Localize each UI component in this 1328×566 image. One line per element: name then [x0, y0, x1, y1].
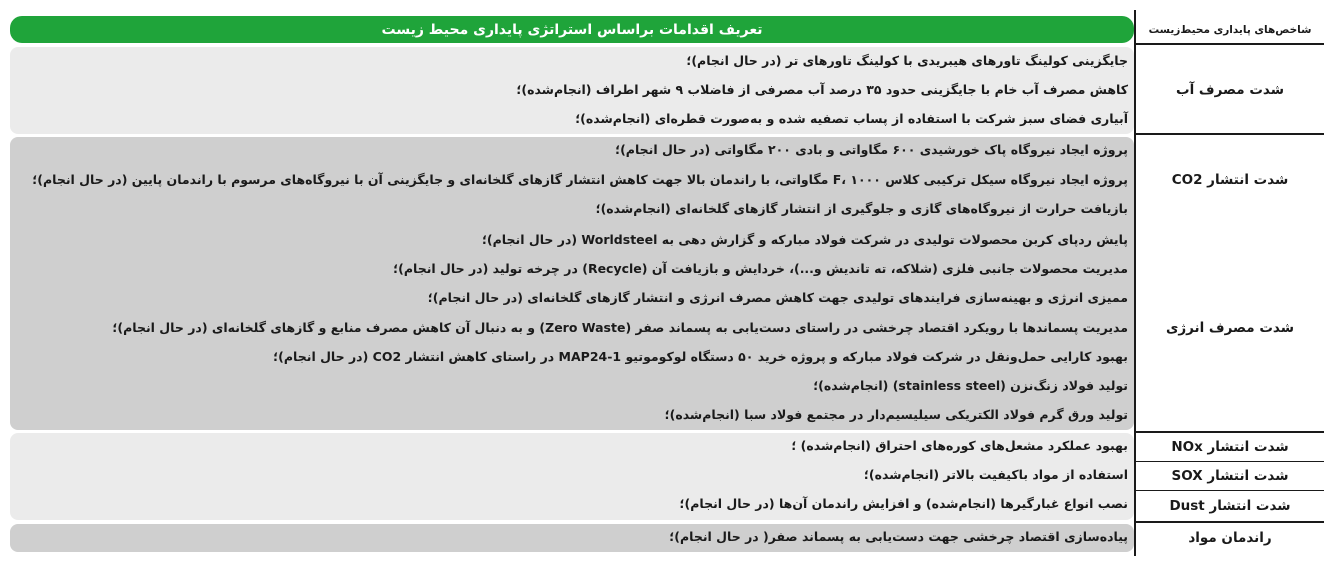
indicator-column-header: شاخص‌های پایداری محیط‌زیست [1148, 23, 1312, 36]
action-item: نصب انواع غبارگیرها (انجام‌شده) و افزایش راندمان آن‌ها (در حال انجام)؛ [679, 496, 1128, 511]
header-divider [1136, 43, 1324, 45]
action-item: پروژه ایجاد نیروگاه سیکل ترکیبی کلاس F، ۱۰۰۰ مگاواتی، با راندمان بالا جهت کاهش انتشار گازهای گلخانه‌ای و جایگزینی آن با نیروگاه‌های مرسوم با راندمان پایین (در حال انجام)؛ [32, 172, 1128, 187]
action-item: کاهش مصرف آب خام با جایگزینی حدود ۳۵ درصد آب مصرفی از فاضلاب ۹ شهر اطراف (انجام‌شده)؛ [516, 82, 1128, 97]
action-item: آبیاری فضای سبز شرکت با استفاده از پساب تصفیه شده و به‌صورت قطره‌ای (انجام‌شده)؛ [575, 111, 1128, 126]
table-header-title: تعریف اقدامات براساس استراتژی پایداری محیط زیست [10, 16, 1134, 43]
action-item: بهبود عملکرد مشعل‌های کوره‌های احتراق (انجام‌شده) ؛ [791, 438, 1128, 453]
action-item: تولید ورق گرم فولاد الکتریکی سیلیسیم‌دار در مجتمع فولاد سبا (انجام‌شده)؛ [664, 407, 1128, 422]
action-item: بهبود کارایی حمل‌ونقل در شرکت فولاد مبارکه و پروژه خرید ۵۰ دستگاه لوکوموتیو MAP24-1 در راستای کاهش انتشار CO2 (در حال انجام)؛ [273, 349, 1128, 364]
action-item: تولید فولاد زنگ‌نزن (stainless steel) (انجام‌شده)؛ [813, 378, 1128, 393]
action-item: پایش ردپای کربن محصولات تولیدی در شرکت فولاد مبارکه و گزارش دهی به Worldsteel (در حال انجام)؛ [481, 232, 1128, 247]
action-item: پیاده‌سازی اقتصاد چرخشی جهت دست‌یابی به پسماند صفر( در حال انجام)؛ [669, 529, 1128, 544]
action-item: پروژه ایجاد نیروگاه پاک خورشیدی ۶۰۰ مگاواتی و بادی ۲۰۰ مگاواتی (در حال انجام)؛ [615, 142, 1128, 157]
action-item: جایگزینی کولینگ تاورهای هیبریدی با کولینگ تاورهای تر (در حال انجام)؛ [686, 53, 1128, 68]
action-item: ممیزی انرژی و بهینه‌سازی فرایندهای تولیدی جهت کاهش مصرف انرژی و انتشار گازهای گلخانه‌ای (در حال انجام)؛ [427, 290, 1128, 305]
action-item: استفاده از مواد باکیفیت بالاتر (انجام‌شده)؛ [863, 467, 1128, 482]
indicator-water-intensity: شدت مصرف آب [1176, 82, 1284, 98]
indicator-nox: شدت انتشار NOx [1171, 439, 1289, 455]
indicator-sox: شدت انتشار SOX [1171, 468, 1289, 484]
action-item: مدیریت پسماندها با رویکرد اقتصاد چرخشی در راستای دست‌یابی به پسماند صفر (Zero Waste) و به دنبال آن کاهش مصرف منابع و گازهای گلخانه‌ای (در حال انجام)؛ [112, 320, 1128, 335]
indicator-material-efficiency: راندمان مواد [1188, 530, 1272, 546]
action-item: بازیافت حرارت از نیروگاه‌های گازی و جلوگیری از انتشار گازهای گلخانه‌ای (انجام‌شده)؛ [595, 201, 1128, 216]
action-item: مدیریت محصولات جانبی فلزی (شلاکه، ته تاندیش و...)، خردایش و بازیافت آن (Recycle) در چرخه تولید (در حال انجام)؛ [393, 261, 1128, 276]
indicator-energy-intensity: شدت مصرف انرژی [1165, 320, 1295, 336]
indicator-co2-intensity: شدت انتشار CO2 [1171, 172, 1289, 188]
indicator-dust: شدت انتشار Dust [1169, 498, 1291, 514]
